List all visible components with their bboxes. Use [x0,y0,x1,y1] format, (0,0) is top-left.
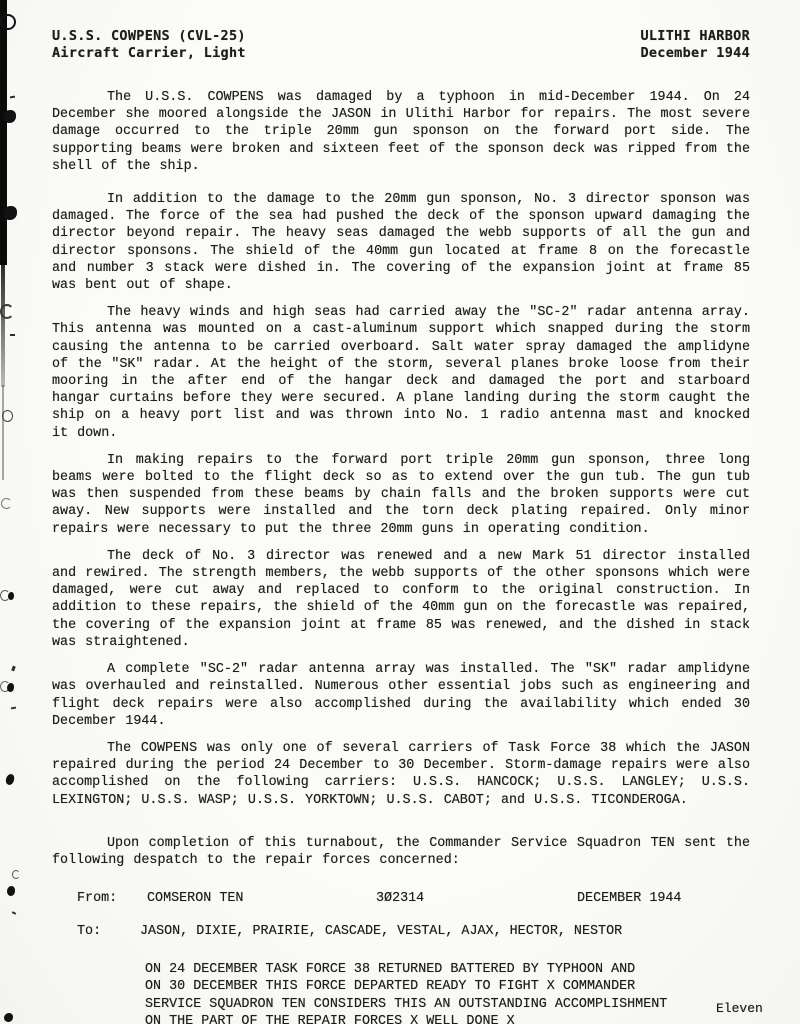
from-label: From: [77,891,118,907]
document-header [0,0,800,62]
scan-edge-strip [0,0,7,265]
to-value: JASON, DIXIE, PRAIRIE, CASCADE, VESTAL, AJAX, HECTOR, NESTOR [140,924,623,940]
paragraph: The deck of No. 3 director was renewed and a new Mark 51 director installed and rewired. The strength members, the webb supports of the other sponsons which were damaged, were cut away and replaced to conform to the original construction. In addition to these repairs, the shield of the 40mm gun on the forecastle was repaired, the covering of the expansion joint at frame 85 was renewed, and the dished in stack was straightened. [52,548,750,650]
message-line: ON 30 DECEMBER THIS FORCE DEPARTED READY TO FIGHT X COMMANDER [145,979,636,995]
paragraph: Upon completion of this turnabout, the Commander Service Squadron TEN sent the following despatch to the repair forces concerned: [52,835,750,868]
location: ULITHI HARBOR [640,28,750,44]
ink-mark [7,886,15,896]
ship-type: Aircraft Carrier, Light [52,45,246,61]
ink-mark [7,683,14,692]
despatch-message [145,961,750,1024]
paragraph: A complete "SC-2" radar antenna array was installed. The "SK" radar amplidyne was overhauled and reinstalled. Numerous other essential jobs such as engineering and flight deck repairs were also accomplished during the availability which ended 30 December 1944. [52,662,750,729]
page-number: Eleven [716,1001,763,1016]
header-location-block [640,28,750,62]
ink-mark [0,304,14,319]
ink-mark [1,498,12,509]
message-line: ON 24 DECEMBER TASK FORCE 38 RETURNED BATTERED BY TYPHOON AND [145,962,636,978]
despatch-from-row [52,891,750,908]
to-label: To: [77,924,102,940]
message-line: SERVICE SQUADRON TEN CONSIDERS THIS AN OUTSTANDING ACCOMPLISHMENT [145,996,668,1012]
ink-mark [2,410,13,422]
scan-edge-line [2,385,4,480]
ink-mark [10,334,15,336]
ink-mark [4,1013,13,1022]
report-date: December 1944 [640,45,750,61]
scan-edge-taper [1,262,5,387]
ship-name: U.S.S. COWPENS (CVL-25) [52,28,246,44]
hole-punch-mark [0,14,16,30]
despatch-number: 3Ø2314 [376,891,425,907]
despatch-to-row [52,924,750,941]
document-body [0,89,800,1024]
from-value: COMSERON TEN [147,891,244,907]
paragraph: In addition to the damage to the 20mm gun sponson, No. 3 director sponson was damaged. The force of the sea had pushed the deck of the sponson upward damaging the director beyond repair. The heavy seas damaged the webb supports of all the gun and director sponsons. The shield of the 40mm gun located at frame 8 on the forecastle and number 3 stack were dished in. The covering of the expansion joint at frame 85 was bent out of shape. [52,192,750,294]
paragraph: In making repairs to the forward port triple 20mm gun sponson, three long beams were bolted to the flight deck so as to extend over the gun tub. The gun tub was then suspended from these beams by chain falls and the broken supports were cut away. New supports were installed and the torn deck plating repaired. Only minor repairs were necessary to put the three 20mm guns in operating condition. [52,452,750,537]
paragraph: The U.S.S. COWPENS was damaged by a typhoon in mid-December 1944. On 24 December she moored alongside the JASON in Ulithi Harbor for repairs. The most severe damage occurred to the triple 20mm gun sponson on the forward port side. The supporting beams were broken and sixteen feet of the sponson deck was ripped from the shell of the ship. [52,90,750,174]
paragraph: The COWPENS was only one of several carriers of Task Force 38 which the JASON repaired during the period 24 December to 30 December. Storm-damage repairs were also accomplished on the following carriers: U.S.S. HANCOCK; U.S.S. LANGLEY; U.S.S. LEXINGTON; U.S.S. WASP; U.S.S. YORKTOWN; U.S.S. CABOT; and U.S.S. TICONDEROGA. [52,740,750,808]
header-ship-block [52,28,246,62]
ink-mark [3,206,17,220]
paragraph: The heavy winds and high seas had carried away the "SC-2" radar antenna array. This antenna was mounted on a cast-aluminum support which snapped during the storm causing the antenna to be carried overboard. Salt water spray damaged the amplidyne of the "SK" radar. At the height of the storm, several planes broke loose from their mooring in the after end of the hangar deck and damaged the port and starboard hangar curtains before they were secured. A plane landing during the storm caught the ship on a heavy port list and was thrown into No. 1 radio antenna mast and knocked it down. [52,305,750,441]
despatch-date: DECEMBER 1944 [577,891,682,907]
ink-mark [12,870,20,879]
ink-mark [8,592,14,600]
message-line: ON THE PART OF THE REPAIR FORCES X WELL DONE X [145,1013,515,1024]
ink-mark [3,110,16,123]
